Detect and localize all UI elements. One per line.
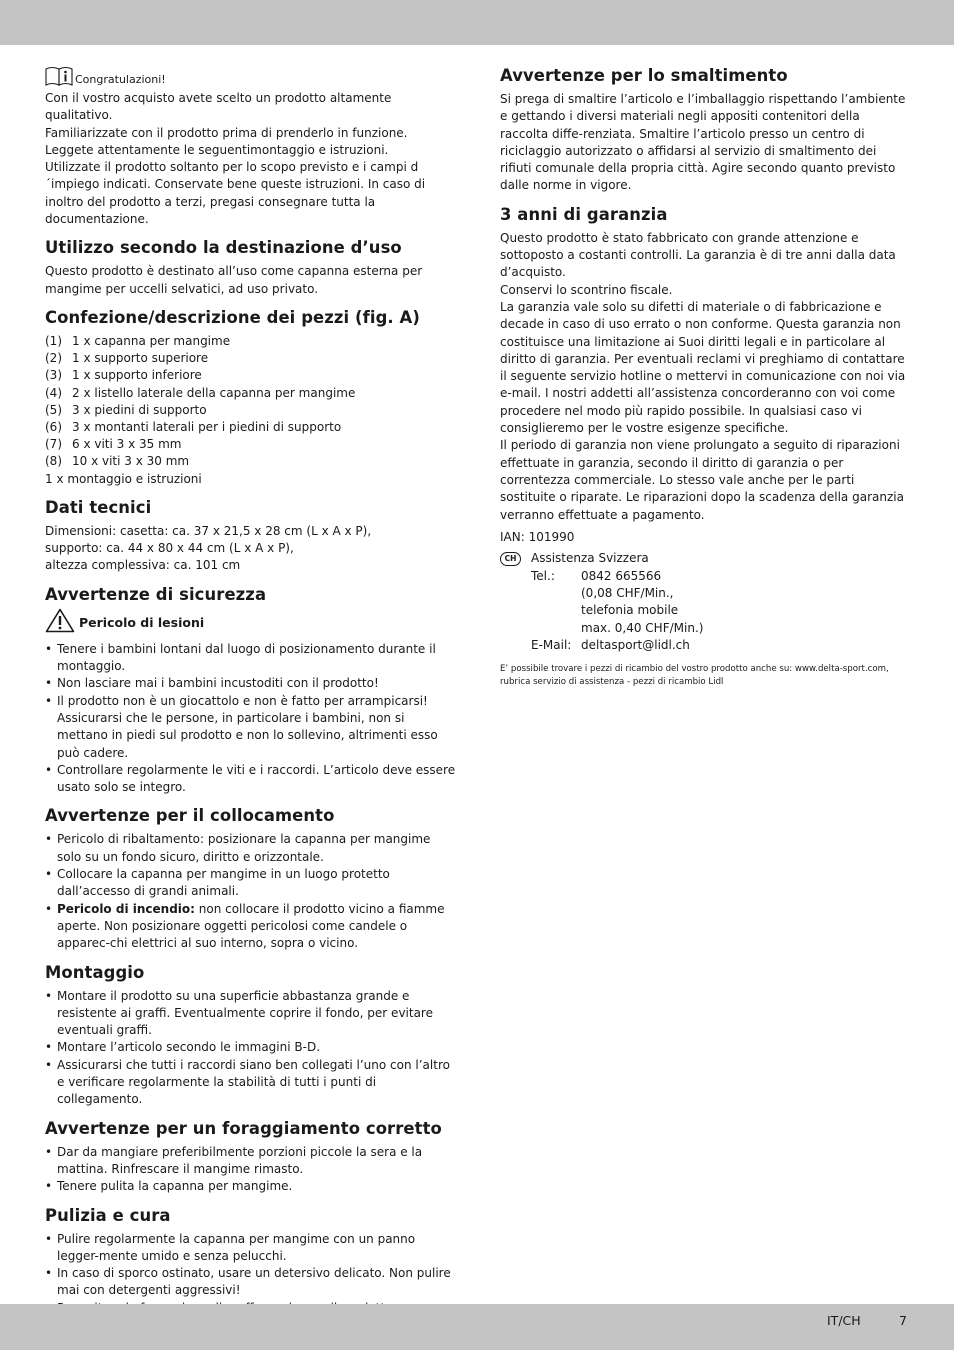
- list-item: • Il prodotto non è un giocattolo e non è fatto per arrampicarsi! Assicurarsi che le persone, in particolare i bambini, non si mettano in piedi sul prodotto e non lo sollevino, altrimenti esso può cadere.: [45, 693, 457, 762]
- warranty-paragraph: Il periodo di garanzia non viene prolungato a seguito di riparazioni effettuate in garanzia, secondo il diritto di garanzia o per correntezza commerciale. Lo stesso vale anche per le parti sostituite o riparate. Le riparazioni dopo la scadenza della garanzia verranno effettuate a pagamento.: [500, 438, 904, 522]
- book-info-icon: [45, 66, 73, 90]
- fire-label: Pericolo di incendio:: [57, 901, 195, 916]
- list-item: • Non lasciare mai i bambini incustoditi con il prodotto!: [45, 675, 457, 692]
- list-item: [45, 419, 457, 436]
- part-text: 6 x viti 3 x 35 mm: [72, 437, 182, 452]
- part-text: 2 x listello laterale della capanna per mangime: [72, 385, 356, 400]
- list-item: • Collocare la capanna per mangime in un luogo protetto dall’accesso di grandi animali.: [45, 866, 457, 901]
- contact-email-row: [531, 637, 703, 654]
- contact-body: [531, 550, 703, 654]
- part-text: 1 x supporto inferiore: [72, 368, 202, 383]
- tel-label: Tel.:: [531, 568, 555, 583]
- part-number: (8): [45, 454, 62, 469]
- tel-value: [581, 568, 703, 638]
- intro-title: Congratulazioni!: [75, 73, 166, 86]
- parts-heading: Confezione/descrizione dei pezzi (fig. A): [45, 307, 420, 327]
- header-band: [0, 0, 954, 45]
- intro-line: Utilizzate il prodotto soltanto per lo scopo previsto e i campi d´impiego indicati. Conservate bene queste istruzioni. In caso di inoltro del prodotto a terzi, pregasi consegnare tutta la documentazione.: [45, 160, 426, 227]
- warranty-paragraph: La garanzia vale solo su difetti di materiale o di fabbricazione e decade in caso di uso errato o non conforme. Questa garanzia non costituisce una limitazione ai Suoi diritti legali e in particolare al diritto di garanzia. Per eventuali reclami vi preghiamo di contattare il seguente servizio hotline o mettervi in comunicazione con noi via e-mail. I nostri addetti all’assistenza concorderanno con voi come procedere nel modo più rapido possibile. In qualsiasi caso vi consiglieremo per le vostre esigenze specifiche.: [500, 299, 906, 436]
- placement-heading: Avvertenze per il collocamento: [45, 806, 335, 826]
- part-text: 3 x piedini di supporto: [72, 402, 207, 417]
- intro-heading-row: [45, 66, 457, 90]
- warranty-paragraph: Questo prodotto è stato fabbricato con grande attenzione e sottoposto a costanti controlli. La garanzia è di tre anni dalla data d’acquisto.: [500, 230, 896, 280]
- list-item: • Montare il prodotto su una superficie abbastanza grande e resistente ai graffi. Eventualmente coprire il fondo, per evitare eventuali graffi.: [45, 988, 457, 1040]
- list-item: [45, 333, 457, 350]
- list-item: • Montare l’articolo secondo le immagini B-D.: [45, 1039, 457, 1056]
- tel-line: max. 0,40 CHF/Min.): [581, 620, 704, 635]
- list-item: [45, 436, 457, 453]
- email-link[interactable]: deltasport@lidl.ch: [581, 638, 690, 653]
- list-item: [45, 402, 457, 419]
- list-item: • Tenere i bambini lontani dal luogo di posizionamento durante il montaggio.: [45, 641, 457, 676]
- list-item: • In caso di sporco ostinato, usare un detersivo delicato. Non pulire mai con detergenti aggressivi!: [45, 1265, 457, 1300]
- part-number: (5): [45, 402, 62, 417]
- left-column: [45, 66, 457, 1334]
- care-heading: Pulizia e cura: [45, 1205, 171, 1225]
- right-column: [500, 66, 910, 689]
- part-number: (3): [45, 368, 62, 383]
- list-item: [45, 385, 457, 402]
- switzerland-badge-icon: CH: [500, 552, 521, 566]
- part-text: 10 x viti 3 x 30 mm: [72, 454, 190, 469]
- placement-list: [45, 831, 457, 952]
- usage-heading: Utilizzo secondo la destinazione d’uso: [45, 238, 402, 258]
- contact-tel-row: [531, 568, 703, 638]
- part-text: 1 x supporto superiore: [72, 351, 209, 366]
- footer-band: [0, 1304, 954, 1350]
- safety-list: [45, 641, 457, 797]
- parts-extra: 1 x montaggio e istruzioni: [45, 471, 202, 486]
- part-text: 3 x montanti laterali per i piedini di supporto: [72, 419, 342, 434]
- fire-text: non collocare il prodotto vicino a fiamme aperte. Non posizionare oggetti pericolosi come candele o apparec-chi elettrici al suo interno, sopra o vicino.: [57, 901, 445, 951]
- part-number: (7): [45, 437, 62, 452]
- safety-heading: Avvertenze di sicurezza: [45, 584, 267, 604]
- page-number: 7: [899, 1313, 907, 1328]
- intro-line: Familiarizzate con il prodotto prima di prenderlo in funzione.: [45, 125, 408, 140]
- list-item: • Pulire regolarmente la capanna per mangime con un panno legger-mente umido e senza pelucchi.: [45, 1231, 457, 1266]
- intro-line: Leggete attentamente le seguentimontaggio e istruzioni.: [45, 142, 389, 157]
- disposal-text: Si prega di smaltire l’articolo e l’imballaggio rispettando l’ambiente e gettando i diversi materiali negli appositi contenitori della raccolta diffe-renziata. Smaltire l’articolo presso un centro di riciclaggio autorizzato o affidarsi al servizio di smaltimento dei rifiuti comunale della propria città. Agire secondo quanto previsto dalle norme in vigore.: [500, 92, 906, 193]
- list-item: • Pericolo di ribaltamento: posizionare la capanna per mangime solo su un fondo sicuro, diritto e orizzontale.: [45, 831, 457, 866]
- list-item: • Controllare regolarmente le viti e i raccordi. L’articolo deve essere usato solo se integro.: [45, 762, 457, 797]
- warning-triangle-icon: [45, 608, 75, 637]
- warranty-paragraph: Conservi lo scontrino fiscale.: [500, 282, 673, 297]
- spare-parts-note: E’ possibile trovare i pezzi di ricambio del vostro prodotto anche su: www.delta-sport.com, rubrica servizio di assistenza - pezzi di ricambio Lidl: [500, 663, 889, 687]
- warning-label: Pericolo di lesioni: [79, 614, 205, 630]
- part-number: (2): [45, 351, 62, 366]
- warning-row: [45, 608, 457, 637]
- assembly-heading: Montaggio: [45, 962, 145, 982]
- part-number: (6): [45, 419, 62, 434]
- list-item: • Assicurarsi che tutti i raccordi siano ben collegati l’uno con l’altro e verificare regolarmente la stabilità di tutti i punti di collegamento.: [45, 1057, 457, 1109]
- contact-title: Assistenza Svizzera: [531, 551, 649, 566]
- list-item: [45, 367, 457, 384]
- assembly-list: [45, 988, 457, 1109]
- tel-line: 0842 665566: [581, 568, 662, 583]
- feeding-heading: Avvertenze per un foraggiamento corretto: [45, 1118, 442, 1138]
- part-number: (4): [45, 385, 62, 400]
- usage-text: Questo prodotto è destinato all’uso come capanna esterna per mangime per uccelli selvatici, ad uso privato.: [45, 264, 423, 296]
- parts-list: [45, 333, 457, 471]
- tech-line: Dimensioni: casetta: ca. 37 x 21,5 x 28 cm (L x A x P),: [45, 523, 372, 538]
- part-number: (1): [45, 333, 62, 348]
- list-item: • Tenere pulita la capanna per mangime.: [45, 1178, 457, 1195]
- tel-line: telefonia mobile: [581, 603, 679, 618]
- feeding-list: [45, 1144, 457, 1196]
- tech-line: altezza complessiva: ca. 101 cm: [45, 558, 241, 573]
- contact-block: [500, 550, 910, 654]
- footer-language: IT/CH: [827, 1313, 861, 1328]
- tel-line: (0,08 CHF/Min.,: [581, 585, 674, 600]
- email-label: E-Mail:: [531, 638, 572, 653]
- list-item: [45, 901, 457, 953]
- list-item: [45, 453, 457, 470]
- tech-line: supporto: ca. 44 x 80 x 44 cm (L x A x P),: [45, 541, 294, 556]
- ian-number: IAN: 101990: [500, 529, 575, 544]
- list-item: [45, 350, 457, 367]
- list-item: • Dar da mangiare preferibilmente porzioni piccole la sera e la mattina. Rinfrescare il mangime rimasto.: [45, 1144, 457, 1179]
- intro-line: Con il vostro acquisto avete scelto un prodotto altamente qualitativo.: [45, 91, 392, 123]
- tech-heading: Dati tecnici: [45, 497, 152, 517]
- part-text: 1 x capanna per mangime: [72, 333, 231, 348]
- disposal-heading: Avvertenze per lo smaltimento: [500, 66, 788, 85]
- warranty-heading: 3 anni di garanzia: [500, 204, 668, 224]
